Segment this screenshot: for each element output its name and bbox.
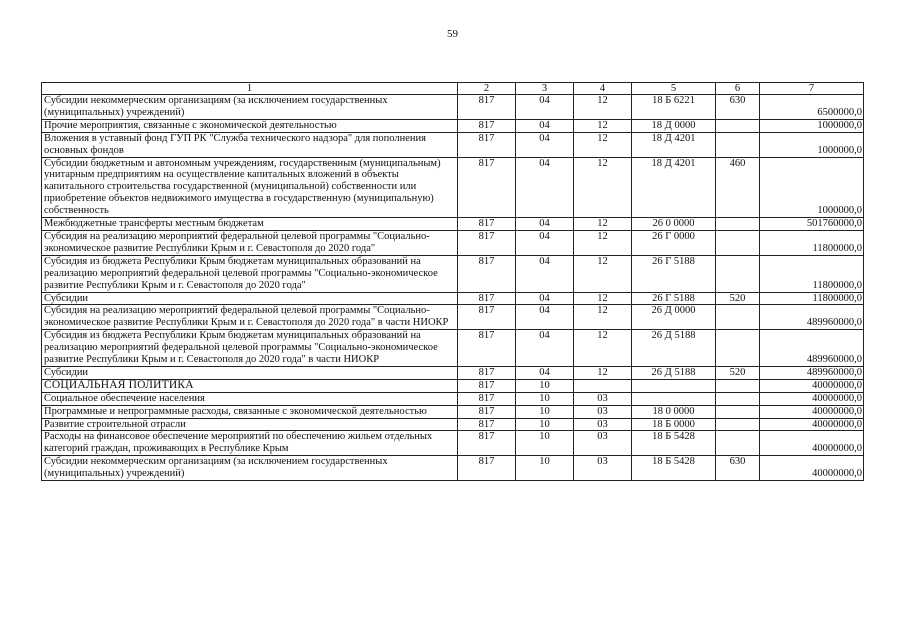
row-amount: 40000000,0: [760, 431, 864, 456]
row-code-ministry: 817: [458, 418, 516, 431]
row-code-ministry: 817: [458, 456, 516, 481]
row-code-subsection: 12: [574, 218, 632, 231]
row-amount: 489960000,0: [760, 330, 864, 367]
row-code-type: [716, 330, 760, 367]
row-code-subsection: 12: [574, 305, 632, 330]
row-code-section: 04: [516, 330, 574, 367]
row-code-section: 04: [516, 305, 574, 330]
table-row: [42, 330, 864, 367]
row-amount: 11800000,0: [760, 292, 864, 305]
row-name: Прочие мероприятия, связанные с экономической деятельностью: [42, 119, 458, 132]
row-code-type: [716, 305, 760, 330]
row-code-type: [716, 218, 760, 231]
col-header-1: 1: [42, 83, 458, 95]
row-code-subsection: 12: [574, 95, 632, 120]
table-row: [42, 230, 864, 255]
row-code-type: [716, 379, 760, 392]
row-amount: 1000000,0: [760, 119, 864, 132]
row-code-type: [716, 392, 760, 405]
row-amount: 1000000,0: [760, 132, 864, 157]
row-amount: 501760000,0: [760, 218, 864, 231]
row-code-section: 04: [516, 132, 574, 157]
row-code-ministry: 817: [458, 392, 516, 405]
row-code-target: 26 Д 5188: [632, 366, 716, 379]
row-name: Межбюджетные трансферты местным бюджетам: [42, 218, 458, 231]
row-code-subsection: 12: [574, 230, 632, 255]
row-code-section: 04: [516, 218, 574, 231]
row-code-target: [632, 379, 716, 392]
row-code-subsection: 12: [574, 366, 632, 379]
row-amount: 40000000,0: [760, 456, 864, 481]
row-code-target: 18 Б 5428: [632, 431, 716, 456]
row-name: Субсидия из бюджета Республики Крым бюджетам муниципальных образований на реализацию мероприятий федеральной целевой программы "Социально-экономическое развитие Республики Крым и г. Севастополя до 2020 года": [42, 255, 458, 292]
row-amount: 1000000,0: [760, 157, 864, 218]
row-name: Программные и непрограммные расходы, связанные с экономической деятельностью: [42, 405, 458, 418]
table-row: [42, 157, 864, 218]
row-code-subsection: 03: [574, 431, 632, 456]
row-code-subsection: 12: [574, 292, 632, 305]
row-amount: 40000000,0: [760, 418, 864, 431]
page-number: 59: [447, 28, 458, 40]
row-amount: 489960000,0: [760, 305, 864, 330]
row-name: Социальное обеспечение населения: [42, 392, 458, 405]
row-name: Субсидия из бюджета Республики Крым бюджетам муниципальных образований на реализацию мероприятий федеральной целевой программы "Социально-экономическое развитие Республики Крым и г. Севастополя до 2020 года" в части НИОКР: [42, 330, 458, 367]
row-amount: 40000000,0: [760, 379, 864, 392]
row-code-subsection: 12: [574, 132, 632, 157]
row-name: Субсидии некоммерческим организациям (за исключением государственных (муниципальных) учреждений): [42, 456, 458, 481]
row-code-target: 18 Б 0000: [632, 418, 716, 431]
row-code-target: 18 Б 6221: [632, 95, 716, 120]
row-code-type: 630: [716, 456, 760, 481]
row-code-subsection: 12: [574, 119, 632, 132]
table-row: [42, 392, 864, 405]
row-amount: 11800000,0: [760, 230, 864, 255]
row-code-type: [716, 418, 760, 431]
table-row: [42, 292, 864, 305]
row-code-subsection: 12: [574, 330, 632, 367]
row-code-section: 04: [516, 157, 574, 218]
row-code-ministry: 817: [458, 132, 516, 157]
row-code-subsection: 03: [574, 456, 632, 481]
row-code-ministry: 817: [458, 405, 516, 418]
row-code-section: 10: [516, 431, 574, 456]
row-code-target: 18 Д 4201: [632, 157, 716, 218]
row-code-section: 04: [516, 95, 574, 120]
row-code-type: [716, 119, 760, 132]
table-row: [42, 132, 864, 157]
row-code-ministry: 817: [458, 230, 516, 255]
row-code-subsection: 03: [574, 405, 632, 418]
table-row: [42, 218, 864, 231]
row-name: Субсидии: [42, 366, 458, 379]
table-row: [42, 366, 864, 379]
row-amount: 40000000,0: [760, 405, 864, 418]
table-row: [42, 456, 864, 481]
row-code-target: 26 Г 5188: [632, 292, 716, 305]
row-name: Субсидии некоммерческим организациям (за исключением государственных (муниципальных) учреждений): [42, 95, 458, 120]
row-amount: 6500000,0: [760, 95, 864, 120]
row-code-type: 630: [716, 95, 760, 120]
row-name: СОЦИАЛЬНАЯ ПОЛИТИКА: [42, 379, 458, 392]
col-header-7: 7: [760, 83, 864, 95]
table-row: [42, 418, 864, 431]
row-code-ministry: 817: [458, 366, 516, 379]
row-name: Вложения в уставный фонд ГУП РК "Служба технического надзора" для пополнения основных фондов: [42, 132, 458, 157]
budget-table: [41, 82, 864, 481]
row-code-subsection: 03: [574, 418, 632, 431]
row-code-section: 04: [516, 230, 574, 255]
col-header-4: 4: [574, 83, 632, 95]
row-code-type: [716, 230, 760, 255]
row-code-subsection: 03: [574, 392, 632, 405]
row-code-subsection: 12: [574, 157, 632, 218]
header-row: [42, 83, 864, 95]
row-code-section: 10: [516, 418, 574, 431]
table-row: [42, 431, 864, 456]
row-code-section: 04: [516, 119, 574, 132]
row-code-target: 26 Д 0000: [632, 305, 716, 330]
row-code-target: 26 Г 5188: [632, 255, 716, 292]
row-code-target: 26 Д 5188: [632, 330, 716, 367]
row-code-type: [716, 132, 760, 157]
row-code-type: 520: [716, 366, 760, 379]
row-code-target: [632, 392, 716, 405]
col-header-3: 3: [516, 83, 574, 95]
row-code-section: 04: [516, 366, 574, 379]
row-code-type: 520: [716, 292, 760, 305]
table-row: [42, 95, 864, 120]
col-header-5: 5: [632, 83, 716, 95]
row-name: Развитие строительной отрасли: [42, 418, 458, 431]
row-code-target: 26 Г 0000: [632, 230, 716, 255]
row-code-section: 10: [516, 456, 574, 481]
row-code-type: [716, 255, 760, 292]
row-amount: 489960000,0: [760, 366, 864, 379]
row-name: Субсидия на реализацию мероприятий федеральной целевой программы "Социально-экономическое развитие Республики Крым и г. Севастополя до 2020 года": [42, 230, 458, 255]
row-code-section: 04: [516, 292, 574, 305]
row-code-subsection: 12: [574, 255, 632, 292]
table-row: [42, 379, 864, 392]
row-code-section: 10: [516, 392, 574, 405]
row-code-ministry: 817: [458, 95, 516, 120]
row-name: Субсидии: [42, 292, 458, 305]
table-row: [42, 405, 864, 418]
row-code-type: 460: [716, 157, 760, 218]
row-code-ministry: 817: [458, 305, 516, 330]
row-code-ministry: 817: [458, 218, 516, 231]
row-code-target: 18 Б 5428: [632, 456, 716, 481]
row-name: Субсидия на реализацию мероприятий федеральной целевой программы "Социально-экономическое развитие Республики Крым и г. Севастополя до 2020 года" в части НИОКР: [42, 305, 458, 330]
row-name: Расходы на финансовое обеспечение мероприятий по обеспечению жильем отдельных категорий граждан, проживающих в Республике Крым: [42, 431, 458, 456]
col-header-6: 6: [716, 83, 760, 95]
row-code-section: 10: [516, 405, 574, 418]
row-code-ministry: 817: [458, 431, 516, 456]
row-code-type: [716, 405, 760, 418]
row-amount: 11800000,0: [760, 255, 864, 292]
row-code-subsection: [574, 379, 632, 392]
row-code-ministry: 817: [458, 330, 516, 367]
row-code-ministry: 817: [458, 379, 516, 392]
row-code-ministry: 817: [458, 255, 516, 292]
row-code-ministry: 817: [458, 119, 516, 132]
row-code-section: 10: [516, 379, 574, 392]
col-header-2: 2: [458, 83, 516, 95]
table-row: [42, 305, 864, 330]
row-code-target: 18 0 0000: [632, 405, 716, 418]
row-code-ministry: 817: [458, 157, 516, 218]
row-code-target: 18 Д 4201: [632, 132, 716, 157]
row-code-section: 04: [516, 255, 574, 292]
row-code-target: 18 Д 0000: [632, 119, 716, 132]
row-code-ministry: 817: [458, 292, 516, 305]
row-code-target: 26 0 0000: [632, 218, 716, 231]
table-row: [42, 119, 864, 132]
row-code-type: [716, 431, 760, 456]
row-name: Субсидии бюджетным и автономным учреждениям, государственным (муниципальным) унитарным предприятиям на осуществление капитальных вложений в объекты капитального строительства государственной (муниципальной) собственности или приобретение объектов недвижимого имущества в государственную (муниципальную) собственность: [42, 157, 458, 218]
row-amount: 40000000,0: [760, 392, 864, 405]
table-row: [42, 255, 864, 292]
